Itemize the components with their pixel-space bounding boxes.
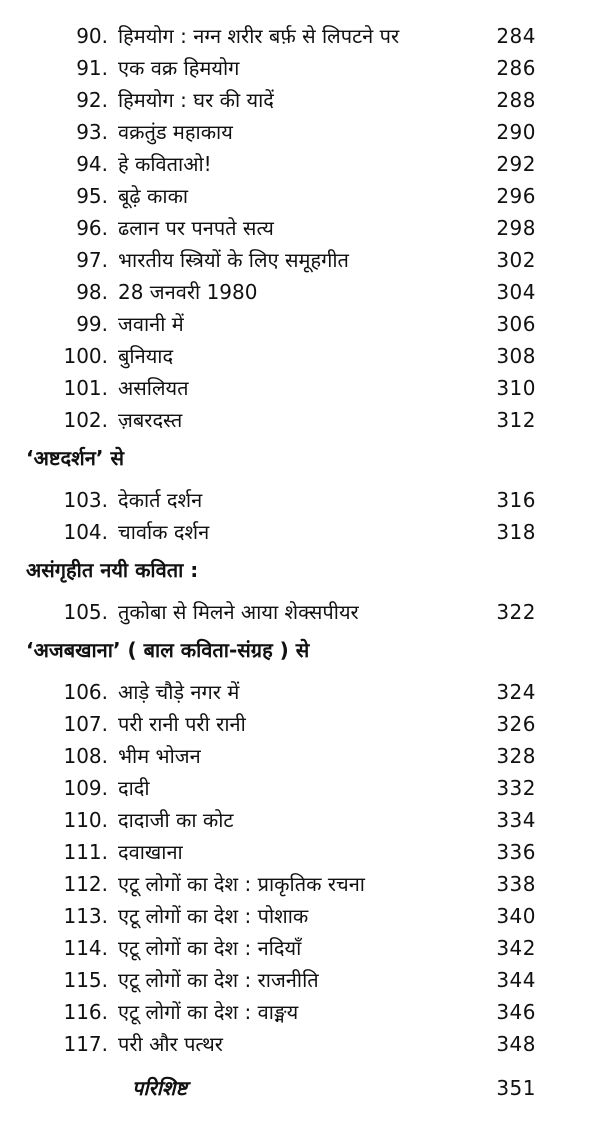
entry-number: 92. [76,88,108,112]
entry-number: 117. [63,1032,108,1056]
entry-title: एटू लोगों का देश : राजनीति [118,968,319,992]
appendix-entry [0,1072,600,1104]
entry-number: 95. [76,184,108,208]
toc-entry [0,996,600,1028]
entry-number: 116. [63,1000,108,1024]
entry-page-number: 286 [496,56,536,80]
entry-page-number: 346 [496,1000,536,1024]
entry-title: हिमयोग : घर की यादें [118,88,274,112]
entry-title: हे कविताओ! [118,152,212,176]
entry-title: बूढ़े काका [118,184,189,208]
entry-title: चार्वाक दर्शन [118,520,210,544]
toc-entry [0,708,600,740]
toc-entry [0,20,600,52]
entry-page-number: 304 [496,280,536,304]
entry-number: 90. [76,24,108,48]
entry-page-number: 332 [496,776,536,800]
entry-page-number: 302 [496,248,536,272]
entry-page-number: 338 [496,872,536,896]
entry-number: 111. [63,840,108,864]
entry-title: परी और पत्थर [118,1032,223,1056]
toc-entry [0,516,600,548]
entry-title: बुनियाद [118,344,174,368]
entry-number: 93. [76,120,108,144]
toc-entry [0,836,600,868]
entry-page-number: 326 [496,712,536,736]
entry-title: हिमयोग : नग्न शरीर बर्फ़ से लिपटने पर [118,24,400,48]
entry-page-number: 310 [496,376,536,400]
entry-title: एटू लोगों का देश : प्राकृतिक रचना [118,872,365,896]
entry-page-number: 288 [496,88,536,112]
entry-number: 113. [63,904,108,928]
entry-page-number: 296 [496,184,536,208]
toc-entry [0,868,600,900]
appendix-title: परिशिष्ट [132,1076,188,1100]
entry-number: 99. [76,312,108,336]
toc-entry [0,596,600,628]
entry-page-number: 322 [496,600,536,624]
entry-number: 106. [63,680,108,704]
entry-page-number: 284 [496,24,536,48]
entry-page-number: 312 [496,408,536,432]
entry-number: 110. [63,808,108,832]
entry-page-number: 348 [496,1032,536,1056]
entry-title: जवानी में [118,312,184,336]
entry-title: परी रानी परी रानी [118,712,246,736]
entry-page-number: 292 [496,152,536,176]
entry-page-number: 318 [496,520,536,544]
entry-title: तुकोबा से मिलने आया शेक्सपीयर [118,600,359,624]
section-heading: ‘अष्टदर्शन’ से [26,446,124,470]
toc-entry [0,964,600,996]
entry-title: दवाखाना [118,840,183,864]
entry-page-number: 316 [496,488,536,512]
entry-title: एटू लोगों का देश : वाङ्मय [118,1000,299,1024]
section-heading: ‘अजबखाना’ ( बाल कविता-संग्रह ) से [26,638,310,662]
toc-entry [0,484,600,516]
entry-number: 105. [63,600,108,624]
entry-page-number: 336 [496,840,536,864]
entry-page-number: 342 [496,936,536,960]
toc-entry [0,308,600,340]
entry-title: एक वक्र हिमयोग [118,56,240,80]
entry-title: असलियत [118,376,189,400]
entry-number: 101. [63,376,108,400]
toc-entry [0,84,600,116]
entry-number: 115. [63,968,108,992]
toc-entry [0,340,600,372]
entry-page-number: 328 [496,744,536,768]
entry-number: 98. [76,280,108,304]
entry-number: 114. [63,936,108,960]
entry-number: 109. [63,776,108,800]
appendix-page-number: 351 [496,1076,536,1100]
entry-number: 108. [63,744,108,768]
entry-number: 96. [76,216,108,240]
toc-entry [0,932,600,964]
toc-entry [0,372,600,404]
entry-page-number: 308 [496,344,536,368]
entry-page-number: 306 [496,312,536,336]
toc-entry [0,148,600,180]
entry-page-number: 344 [496,968,536,992]
section-heading: असंगृहीत नयी कविता : [26,558,199,582]
toc-entry [0,244,600,276]
entry-title: दादी [118,776,150,800]
entry-title: देकार्त दर्शन [118,488,203,512]
entry-title: एटू लोगों का देश : नदियाँ [118,936,302,960]
entry-number: 107. [63,712,108,736]
toc-entry [0,276,600,308]
entry-number: 112. [63,872,108,896]
entry-number: 97. [76,248,108,272]
entry-title: ढलान पर पनपते सत्य [118,216,274,240]
entry-number: 104. [63,520,108,544]
toc-entry [0,804,600,836]
entry-number: 103. [63,488,108,512]
entry-number: 100. [63,344,108,368]
toc-entry [0,212,600,244]
entry-number: 102. [63,408,108,432]
entry-page-number: 334 [496,808,536,832]
toc-entry [0,404,600,436]
entry-page-number: 298 [496,216,536,240]
entry-title: आड़े चौड़े नगर में [118,680,240,704]
toc-entry [0,52,600,84]
entry-title: वक्रतुंड महाकाय [118,120,233,144]
toc-entry [0,772,600,804]
entry-title: दादाजी का कोट [118,808,234,832]
entry-title: एटू लोगों का देश : पोशाक [118,904,309,928]
toc-entry [0,900,600,932]
toc-entry [0,1028,600,1060]
toc-entry [0,676,600,708]
entry-title: ज़बरदस्त [118,408,183,432]
entry-page-number: 324 [496,680,536,704]
toc-entry [0,740,600,772]
entry-number: 91. [76,56,108,80]
entry-page-number: 340 [496,904,536,928]
entry-title: भारतीय स्त्रियों के लिए समूहगीत [118,248,349,272]
toc-entry [0,116,600,148]
entry-title: 28 जनवरी 1980 [118,280,258,304]
toc-entry [0,180,600,212]
entry-page-number: 290 [496,120,536,144]
entry-title: भीम भोजन [118,744,201,768]
entry-number: 94. [76,152,108,176]
